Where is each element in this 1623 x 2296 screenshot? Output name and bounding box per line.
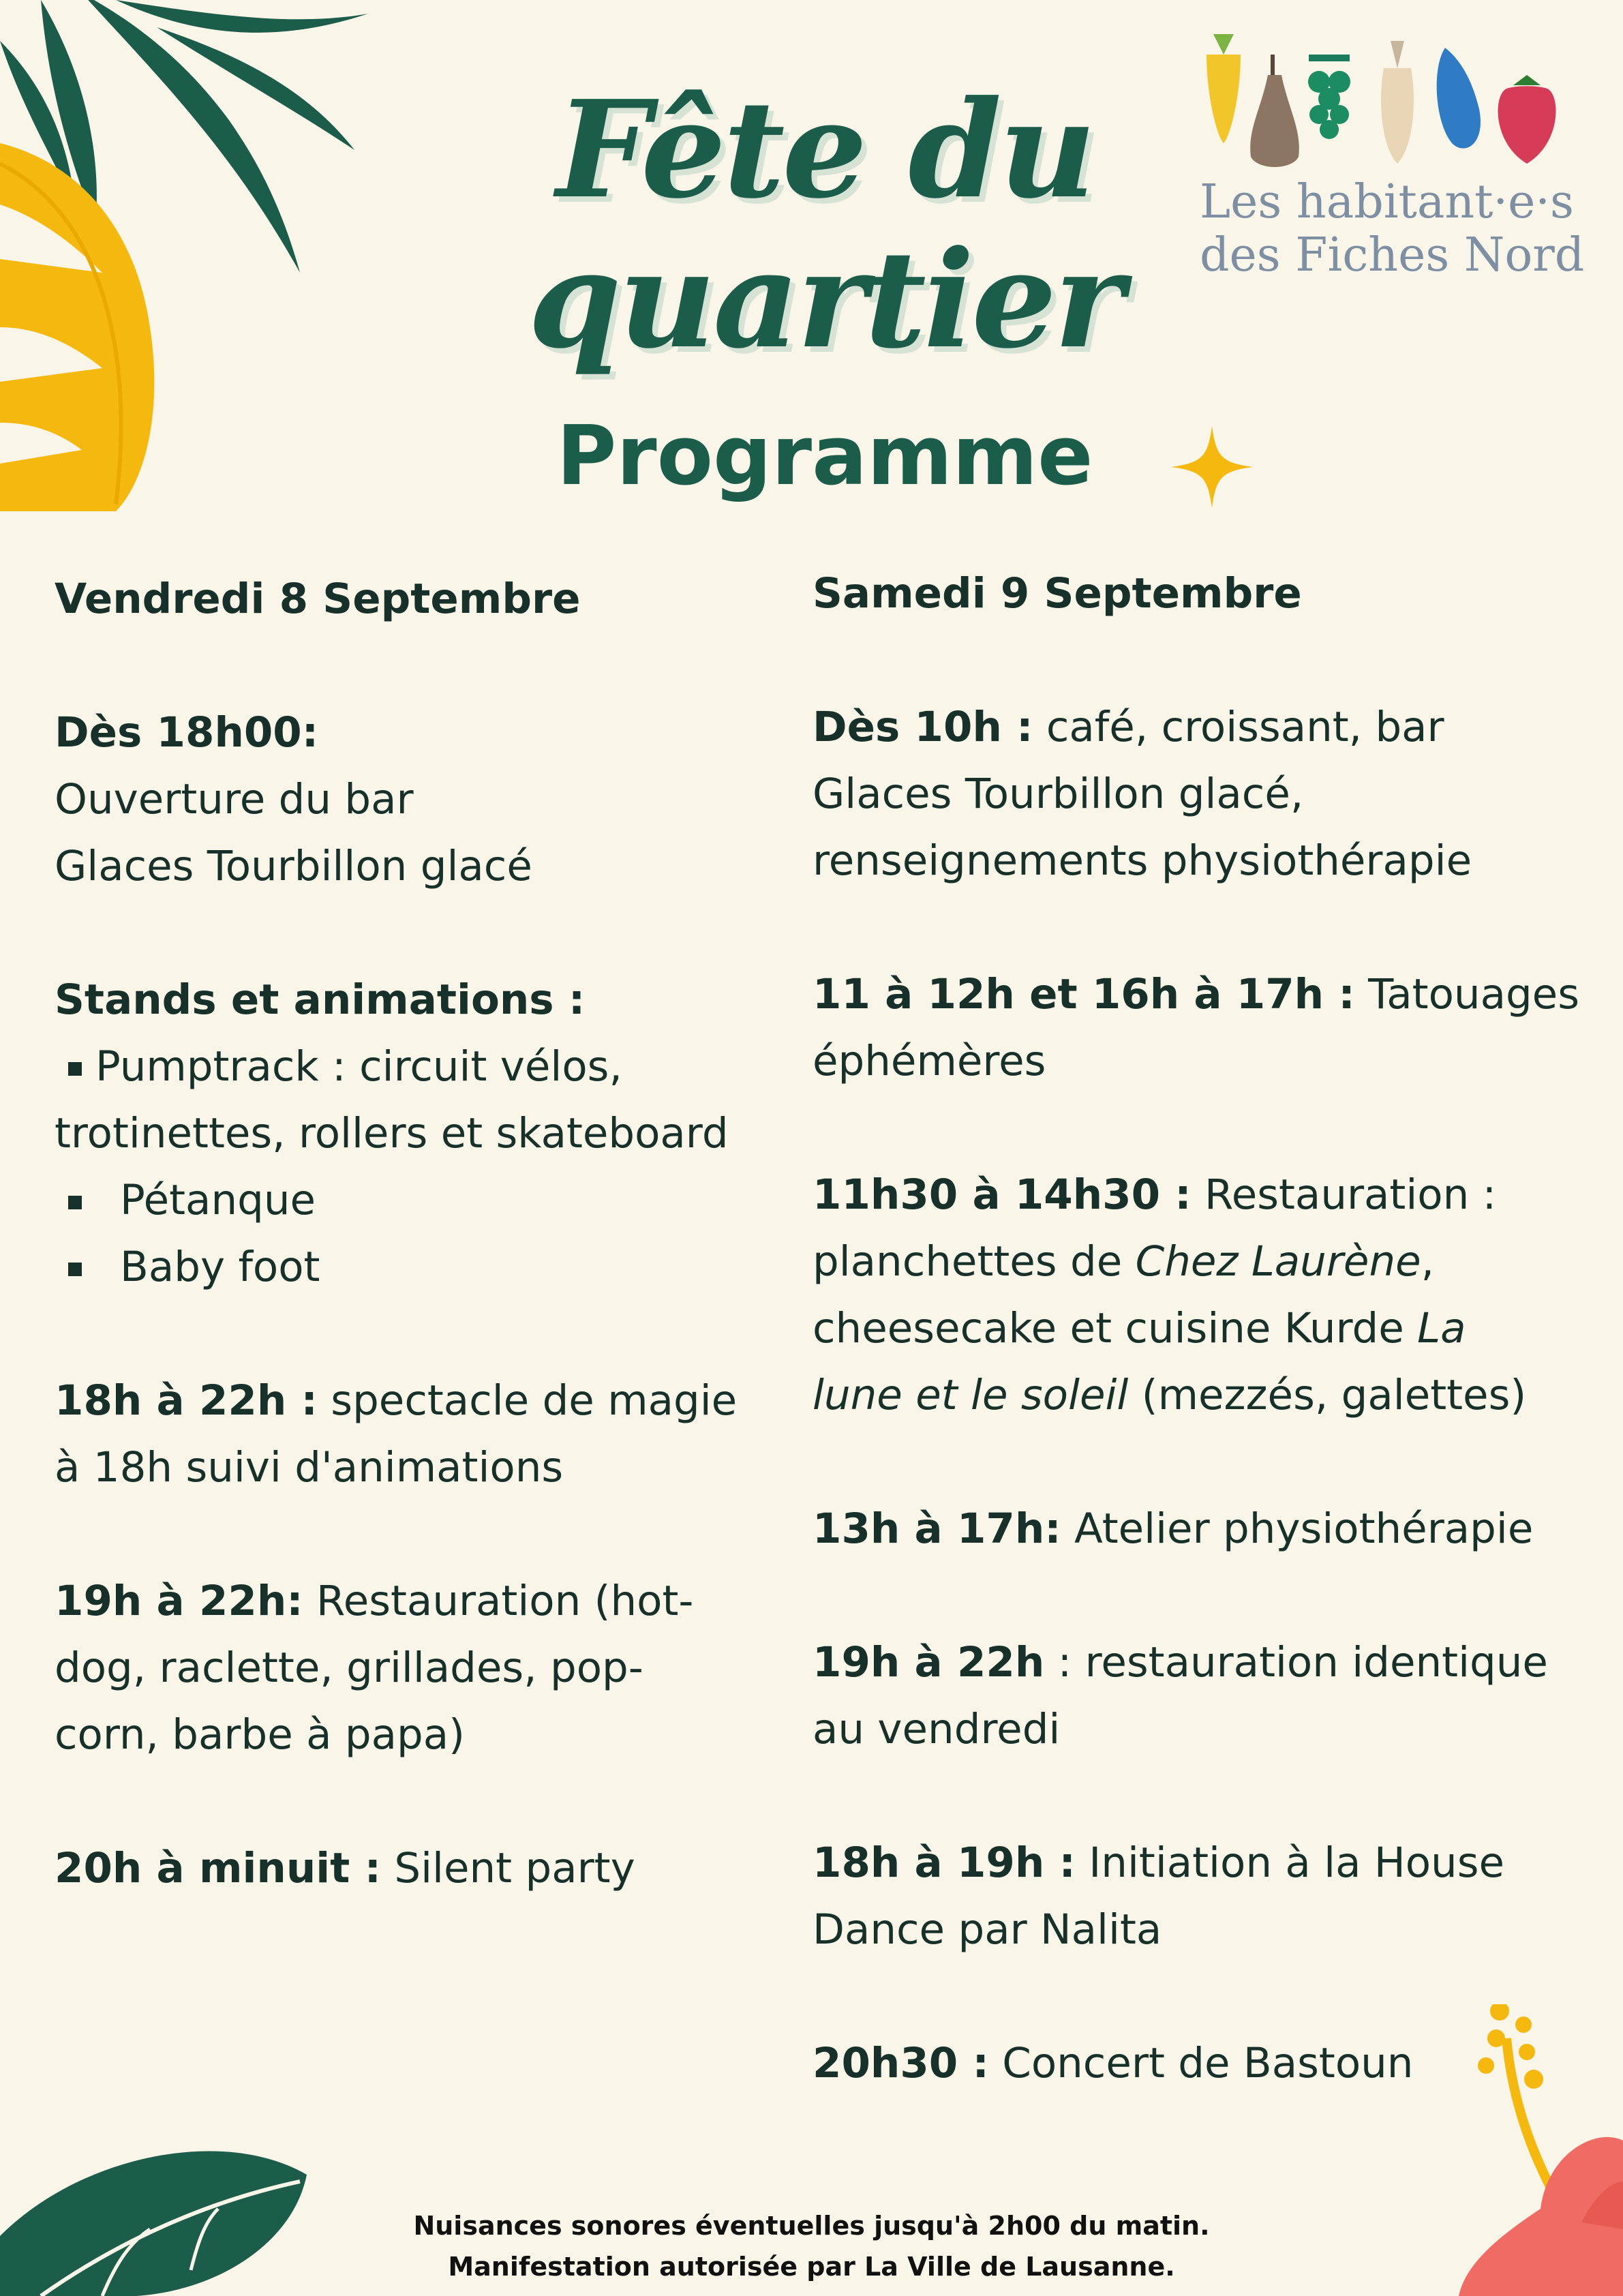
saturday-food-line1: Restauration :: [1191, 1170, 1497, 1219]
saturday-food-line4a: lune et le soleil: [813, 1371, 1129, 1419]
friday-stands-item1-cont: trotinettes, rollers et skateboard: [55, 1109, 729, 1158]
saturday-cafe-time: Dès 10h :: [813, 703, 1033, 751]
friday-food-time: 19h à 22h:: [55, 1577, 303, 1625]
saturday-block-dinner: [813, 1629, 1603, 1763]
friday-block-bar: [55, 699, 804, 900]
saturday-dance-line1: Initiation à la House: [1075, 1839, 1505, 1887]
title-line2: quartier: [528, 222, 1122, 378]
vegetables-logo-icon: [1193, 27, 1588, 177]
saturday-food-line3a: cheesecake et cuisine Kurde: [813, 1304, 1418, 1353]
saturday-cafe-line3: renseignements physiothérapie: [813, 836, 1472, 885]
saturday-concert-line1: Concert de Bastoun: [988, 2039, 1414, 2087]
organizer-line2: des Fiches Nord: [1200, 228, 1585, 282]
page-subtitle: Programme: [556, 409, 1093, 504]
organizer-line1: Les habitant·e·s: [1200, 175, 1574, 229]
saturday-physio-time: 13h à 17h:: [813, 1505, 1061, 1553]
friday-block-party: [55, 1835, 804, 1902]
saturday-dinner-line1: : restauration identique: [1044, 1638, 1548, 1687]
saturday-block-cafe: [813, 694, 1603, 894]
friday-stands-item3: Baby foot: [120, 1243, 320, 1291]
saturday-food-line4b: (mezzés, galettes): [1128, 1371, 1527, 1419]
friday-bar-line2: Glaces Tourbillon glacé: [55, 842, 532, 890]
friday-stands-heading: Stands et animations :: [55, 976, 586, 1024]
friday-bar-time: Dès 18h00:: [55, 708, 319, 757]
friday-column: [55, 566, 804, 1969]
saturday-heading: Samedi 9 Septembre: [813, 569, 1302, 618]
monstera-leaf-icon: [0, 123, 177, 518]
list-item: [55, 1033, 804, 1100]
saturday-tattoo-line2: éphémères: [813, 1037, 1046, 1085]
saturday-physio-line1: Atelier physiothérapie: [1061, 1505, 1534, 1553]
friday-party-time: 20h à minuit :: [55, 1844, 381, 1892]
title-line1: Fête du: [556, 72, 1094, 228]
friday-stands-item2: Pétanque: [120, 1176, 316, 1224]
bullet-icon: [68, 1196, 82, 1209]
friday-food-line3: corn, barbe à papa): [55, 1710, 465, 1759]
saturday-food-line3b: La: [1417, 1304, 1466, 1353]
saturday-tattoo-line1: Tatouages: [1354, 970, 1579, 1018]
friday-stands-item1: Pumptrack : circuit vélos,: [95, 1042, 622, 1091]
organizer-name: [1200, 176, 1609, 282]
list-item: [55, 1167, 804, 1234]
friday-magic-time: 18h à 22h :: [55, 1376, 318, 1425]
saturday-dinner-line2: au vendredi: [813, 1705, 1061, 1753]
friday-block-magic: [55, 1368, 804, 1501]
footer-note: [0, 2205, 1623, 2287]
saturday-block-dance: [813, 1830, 1603, 1963]
saturday-tattoo-time: 11 à 12h et 16h à 17h :: [813, 970, 1355, 1018]
footer-line1: Nuisances sonores éventuelles jusqu'à 2h00 du matin.: [413, 2211, 1210, 2241]
list-item: [55, 1234, 804, 1301]
friday-block-food: [55, 1568, 804, 1768]
saturday-block-food: [813, 1162, 1603, 1429]
page-title: [518, 72, 1132, 378]
saturday-cafe-line2: Glaces Tourbillon glacé,: [813, 770, 1304, 818]
saturday-block-physio: [813, 1496, 1603, 1562]
friday-party-line1: Silent party: [380, 1844, 635, 1892]
saturday-concert-time: 20h30 :: [813, 2039, 989, 2087]
saturday-food-line2c: ,: [1421, 1237, 1435, 1286]
saturday-food-line2a: planchettes de: [813, 1237, 1136, 1286]
sparkle-icon: [1171, 426, 1253, 508]
bullet-icon: [68, 1062, 82, 1076]
friday-heading: Vendredi 8 Septembre: [55, 575, 581, 623]
saturday-food-chez-laurene: Chez Laurène: [1135, 1237, 1421, 1286]
friday-magic-line1: spectacle de magie: [317, 1376, 738, 1425]
friday-magic-line2: à 18h suivi d'animations: [55, 1443, 564, 1492]
footer-line2: Manifestation autorisée par La Ville de Lausanne.: [448, 2252, 1175, 2282]
saturday-dinner-time: 19h à 22h: [813, 1638, 1045, 1687]
bullet-icon: [68, 1263, 82, 1276]
saturday-cafe-line1: café, croissant, bar: [1033, 703, 1444, 751]
friday-food-line1: Restauration (hot-: [303, 1577, 694, 1625]
saturday-column: [813, 560, 1603, 2164]
saturday-food-time: 11h30 à 14h30 :: [813, 1170, 1192, 1219]
saturday-block-tattoo: [813, 961, 1603, 1095]
saturday-dance-time: 18h à 19h :: [813, 1839, 1076, 1887]
friday-bar-line1: Ouverture du bar: [55, 775, 414, 824]
friday-block-stands: [55, 967, 804, 1301]
friday-food-line2: dog, raclette, grillades, pop-: [55, 1644, 643, 1692]
saturday-dance-line2: Dance par Nalita: [813, 1905, 1162, 1954]
